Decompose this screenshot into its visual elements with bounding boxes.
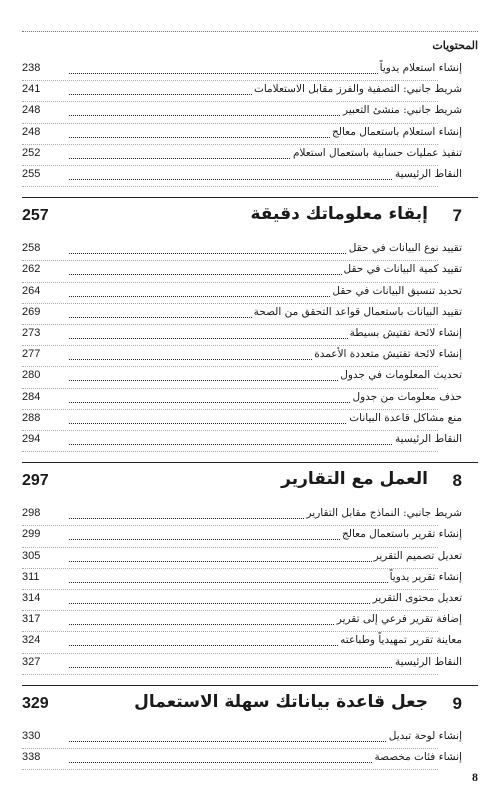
dot-leader <box>69 582 422 583</box>
toc-entry <box>22 240 462 260</box>
chapter-heading <box>22 464 462 502</box>
entry-title: إنشاء استعلام يدوياً <box>379 62 462 74</box>
toc-entry <box>22 569 462 589</box>
entry-title: شريط جانبي: النماذج مقابل التقارير <box>306 507 462 520</box>
toc-entry <box>22 261 462 281</box>
chapter-page: 257 <box>22 207 49 225</box>
entry-title: النقاط الرئيسية <box>394 168 462 180</box>
entry-page: 241 <box>22 83 41 96</box>
toc-entry <box>22 124 462 144</box>
entry-page: 269 <box>22 305 41 318</box>
entry-page: 238 <box>22 62 41 74</box>
entry-title: إنشاء لائحة تفتيش متعددة الأعمدة <box>314 348 462 361</box>
entry-title: تقييد كمية البيانات في حقل <box>343 263 462 276</box>
page-number: 8 <box>472 770 478 784</box>
entry-page: 294 <box>22 433 41 445</box>
entry-title: تحديث المعلومات في جدول <box>340 369 462 382</box>
entry-title: إنشاء فئات مخصصة <box>374 751 462 763</box>
chapter-page: 329 <box>22 694 49 712</box>
chapter-title: العمل مع التقارير <box>281 469 428 490</box>
entry-page: 280 <box>22 369 41 382</box>
dot-leader <box>69 444 422 445</box>
toc-entry <box>22 590 462 610</box>
entry-title: إضافة تقرير فرعي إلى تقرير <box>336 613 462 626</box>
toc-entry <box>22 102 462 122</box>
entry-page: 262 <box>22 263 41 276</box>
toc-entry <box>22 81 462 101</box>
entry-title: شريط جانبي: التصفية والفرز مقابل الاستعلامات <box>253 83 462 96</box>
entry-title: إنشاء تقرير يدوياً <box>389 570 462 583</box>
dot-leader <box>69 179 422 180</box>
chapter-title: جعل قاعدة بياناتك سهلة الاستعمال <box>134 691 428 712</box>
entry-title: تحديد تنسيق البيانات في حقل <box>332 284 462 297</box>
entry-page: 248 <box>22 104 41 117</box>
toc-entry <box>22 60 462 80</box>
entry-page: 330 <box>22 729 41 742</box>
entry-page: 298 <box>22 507 41 520</box>
toc-entry <box>22 145 462 165</box>
entry-page: 248 <box>22 125 41 138</box>
entry-title: إنشاء لائحة تفتيش بسيطة <box>349 327 462 339</box>
entry-page: 258 <box>22 242 41 255</box>
toc-entry <box>22 749 462 769</box>
entry-page: 288 <box>22 411 41 424</box>
chapter-number: 8 <box>452 471 462 491</box>
dot-leader <box>69 762 422 763</box>
entry-page: 264 <box>22 284 41 297</box>
entry-page: 317 <box>22 613 41 626</box>
entry-page: 255 <box>22 168 41 180</box>
toc-entry <box>22 548 462 568</box>
entry-title: إنشاء لوحة تبديل <box>388 729 462 742</box>
dot-leader <box>69 73 422 74</box>
toc-entry <box>22 367 462 387</box>
chapter-number: 7 <box>452 206 462 226</box>
chapter-heading <box>22 687 462 725</box>
entry-page: 338 <box>22 751 41 763</box>
entry-page: 327 <box>22 655 41 668</box>
entry-title: منع مشاكل قاعدة البيانات <box>349 411 462 424</box>
entry-page: 277 <box>22 348 41 361</box>
entry-title: تقييد نوع البيانات في حقل <box>348 242 462 255</box>
chapter-divider <box>22 462 478 463</box>
dot-leader <box>69 741 422 742</box>
toc-entry <box>22 283 462 303</box>
dot-leader <box>69 561 422 562</box>
toc-entry <box>22 632 462 652</box>
entry-title: النقاط الرئيسية <box>394 655 462 668</box>
row-separator <box>22 451 438 452</box>
entry-title: تعديل محتوى التقرير <box>372 592 462 604</box>
entry-title: تعديل تصميم التقرير <box>373 549 462 562</box>
entry-title: معاينة تقرير تمهيدياً وطباعته <box>340 634 462 647</box>
entry-page: 311 <box>22 570 40 583</box>
top-rule <box>22 31 478 32</box>
toc-entry <box>22 505 462 525</box>
chapter-title: إبقاء معلوماتك دقيقة <box>250 204 428 225</box>
chapter-divider <box>22 197 478 198</box>
entry-page: 314 <box>22 592 41 604</box>
toc-entry <box>22 304 462 324</box>
running-head: المحتويات <box>432 39 478 52</box>
chapter-number: 9 <box>452 693 462 713</box>
toc-entry <box>22 389 462 409</box>
entry-title: إنشاء تقرير باستعمال معالج <box>341 528 462 541</box>
entry-page: 284 <box>22 390 41 403</box>
toc-entry <box>22 410 462 430</box>
entry-title: إنشاء استعلام باستعمال معالج <box>332 125 462 138</box>
toc-entry <box>22 728 462 748</box>
chapter-page: 297 <box>22 472 49 490</box>
row-separator <box>22 186 438 187</box>
toc-entry <box>22 526 462 546</box>
entry-page: 273 <box>22 327 41 339</box>
row-separator <box>22 769 438 770</box>
toc-entry <box>22 325 462 345</box>
entry-title: النقاط الرئيسية <box>394 433 462 445</box>
toc-entry <box>22 654 462 674</box>
chapter-heading <box>22 199 462 237</box>
toc-entry <box>22 166 462 186</box>
toc-entry <box>22 346 462 366</box>
row-separator <box>22 674 438 675</box>
entry-page: 299 <box>22 528 41 541</box>
entry-title: حذف معلومات من جدول <box>352 390 462 403</box>
chapter-divider <box>22 685 478 686</box>
dot-leader <box>69 603 422 604</box>
entry-page: 305 <box>22 549 41 562</box>
entry-title: تقييد البيانات باستعمال قواعد التحقق من الصحة <box>253 305 462 318</box>
entry-page: 252 <box>22 146 41 159</box>
entry-title: شريط جانبي: منشئ التعبير <box>343 104 462 117</box>
entry-page: 324 <box>22 634 41 647</box>
toc-entry <box>22 431 462 451</box>
entry-title: تنفيذ عمليات حسابية باستعمال استعلام <box>292 146 462 159</box>
toc-entry <box>22 611 462 631</box>
dot-leader <box>69 667 422 668</box>
